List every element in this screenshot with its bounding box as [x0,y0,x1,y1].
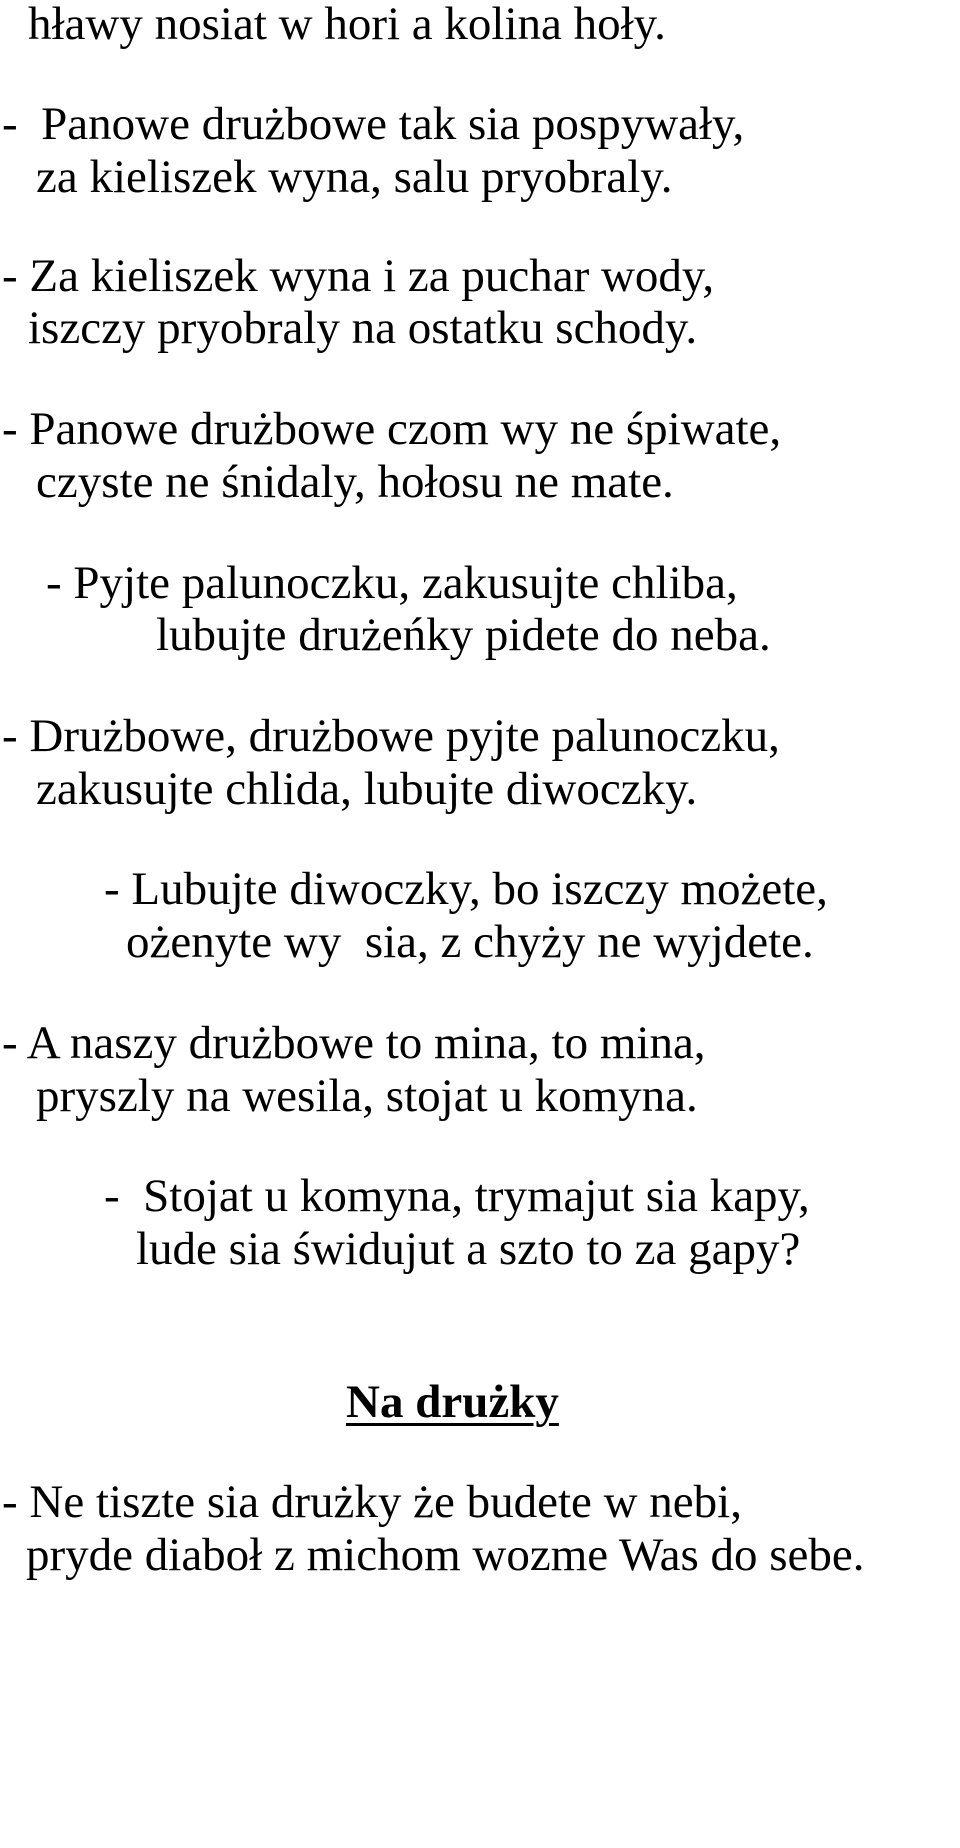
text-line-5: iszczy pryobraly na ostatku schody. [28,302,698,354]
text-line-2: - Panowe drużbowe tak sia pospywały, [2,98,745,150]
text-line-17: lude sia świdujut a szto to za gapy? [136,1223,801,1275]
text-line-19: pryde diaboł z michom wozme Was do sebe. [26,1529,865,1581]
text-line-6: - Panowe drużbowe czom wy ne śpiwate, [2,403,782,455]
text-line-7: czyste ne śnidaly, hołosu ne mate. [36,456,674,508]
text-line-8: - Pyjte palunoczku, zakusujte chliba, [46,557,738,609]
text-line-10: - Drużbowe, drużbowe pyjte palunoczku, [2,710,780,762]
text-line-4: - Za kieliszek wyna i za puchar wody, [2,250,715,302]
text-line-9: lubujte drużeńky pidete do neba. [156,609,771,661]
text-line-11: zakusujte chlida, lubujte diwoczky. [36,763,698,815]
text-line-3: za kieliszek wyna, salu pryobraly. [36,151,673,203]
text-line-18: - Ne tiszte sia drużky że budete w nebi, [2,1476,742,1528]
text-line-13: ożenyte wy sia, z chyży ne wyjdete. [126,916,814,968]
text-line-12: - Lubujte diwoczky, bo iszczy możete, [104,863,828,915]
text-line-1: hławy nosiat w hori a kolina hoły. [28,0,666,50]
section-heading: Na drużky [346,1376,559,1428]
text-line-15: pryszly na wesila, stojat u komyna. [36,1070,698,1122]
text-line-14: - A naszy drużbowe to mina, to mina, [2,1017,706,1069]
text-line-16: - Stojat u komyna, trymajut sia kapy, [104,1170,810,1222]
